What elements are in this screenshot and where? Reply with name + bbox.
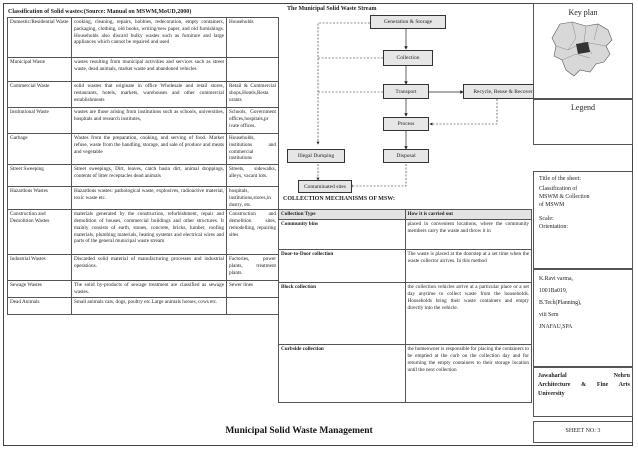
waste-source-cell	[227, 58, 279, 82]
classification-row	[8, 281, 279, 298]
dashed-recycle-process	[430, 99, 497, 124]
waste-description-cell: Wastes from the preparation, cooking, and serving of food. Market refuse, waste from the handling, storage, and sale of produce and meats and vegetable	[72, 134, 227, 165]
mechanism-type-cell: Community bins	[279, 220, 406, 250]
key-plan-title: Key plan	[568, 8, 598, 17]
flow-box-disposal: Disposal	[383, 149, 429, 163]
flow-box-generation: Generation & Storage	[370, 15, 446, 29]
classification-row	[8, 165, 279, 187]
author-name: K.Ravi varma,	[539, 276, 573, 282]
waste-description-cell: Small animals cats, dogs, poultry etc.Large animals horses, cows etc.	[72, 297, 227, 314]
waste-description-cell: solid wastes that originate in office Wholesale and retail stores, restaurants, hotels, markets, warehouses and other commercial establishments	[72, 82, 227, 108]
classification-row	[8, 58, 279, 82]
sheet-number: SHEET NO: 3	[565, 428, 601, 434]
dashed-disposal-contaminated	[350, 164, 406, 186]
main-title: Municipal Solid Waste Management	[225, 426, 373, 436]
waste-type-cell: Institutional Waste	[8, 108, 72, 134]
mechanism-type-cell: Block collection	[279, 283, 406, 345]
author-roll: 1001Ba019,	[539, 288, 568, 294]
author-sem: viii Sem	[539, 312, 559, 318]
classification-row	[8, 210, 279, 255]
waste-description-cell: wastes resulting from municipal activities and services such as street waste, dead animals, market waste and abandoned vehicles	[72, 58, 227, 82]
flow-box-transport: Transport	[383, 84, 429, 99]
waste-description-cell: Hazardous wastes: pathological waste, explosives, radioactive material, toxic waste etc.	[72, 187, 227, 210]
waste-source-cell: Sewer lines	[227, 281, 279, 298]
mechanism-how-cell: the homeowner is responsible for placing the containers to be emptied at the curb on the collection day and for returning the empty containers to their storage location until the next collection	[405, 345, 532, 403]
legend-box	[533, 99, 633, 145]
mechanism-row	[279, 220, 532, 250]
waste-source-cell: Streets, sidewalks, alleys, vacant lots.	[227, 165, 279, 187]
waste-source-cell: Retail & Commercial shops,Hotels,Resta urants	[227, 82, 279, 108]
waste-description-cell: materials generated by the construction, refurbishment, repair and demolition of houses, commercial buildings and other structures. It mainly consists of earth, stones, concrete, bricks, lumber, roofing materials, plumbing materials, heating systems and electrical wires and parts of the general municipal waste stream	[72, 210, 227, 255]
university-line1: Jawaharlal Nehru	[538, 373, 630, 379]
waste-description-cell: wastes are those arising from institutions such as schools, universities, hospitals and research institutes,	[72, 108, 227, 134]
waste-type-cell: Municipal Waste	[8, 58, 72, 82]
dashed-generation-illegal	[318, 23, 370, 144]
classification-title: Classification of Solid wastes:(Source: Manual on MSWM,MoUD,2000)	[8, 9, 192, 15]
university-line3: University	[538, 391, 565, 397]
mech-header-how: How it is carried out	[405, 210, 532, 220]
waste-type-cell: Industrial Wastes	[8, 255, 72, 281]
classification-row	[8, 255, 279, 281]
stream-flow-connectors	[282, 10, 544, 196]
mechanism-how-cell: The waste is placed at the doorstep at a set time when the waste collector arrives. In this method	[405, 250, 532, 283]
orientation-label: Orientation:	[539, 224, 568, 230]
classification-row	[8, 134, 279, 165]
university-name	[538, 372, 630, 399]
mechanism-row	[279, 283, 532, 345]
mechanism-type-cell: Curbside collection	[279, 345, 406, 403]
waste-type-cell: Commercial Waste	[8, 82, 72, 108]
sheet-title-line3: of MSWM	[539, 202, 565, 208]
waste-description-cell: The solid by-products of sewage treatment are classified as sewage wastes.	[72, 281, 227, 298]
sheet-title-label: Title of the sheet:	[539, 176, 581, 182]
waste-type-cell: Hazardous Wastes	[8, 187, 72, 210]
waste-source-cell: Schools, Government offices,hospitals,pr ivate offices.	[227, 108, 279, 134]
waste-source-cell: Households, institutions and commercial institutions	[227, 134, 279, 165]
mechanisms-title: COLLECTION MECHANISMS OF MSW:	[283, 196, 395, 202]
waste-description-cell: Discarded solid material of manufacturing processes and industrial operations.	[72, 255, 227, 281]
flow-box-recycle: Recycle, Reuse & Recover	[463, 84, 543, 99]
waste-type-cell: Dead Animals	[8, 297, 72, 314]
author-dept: JNAFAU,SPA	[539, 324, 573, 330]
university-line2: Architecture & Fine Arts	[538, 382, 630, 388]
flow-box-illegal-dumping: Illegal Dumping	[287, 149, 345, 163]
waste-source-cell	[227, 297, 279, 314]
legend-title: Legend	[571, 103, 595, 112]
waste-type-cell: Garbage	[8, 134, 72, 165]
key-plan-box	[533, 3, 633, 99]
author-course: B.Tech(Planning),	[539, 300, 582, 306]
waste-source-cell: Factories, power plants, treatment plants.	[227, 255, 279, 281]
mechanism-how-cell: placed in convenient locations, where the community members carry the waste and throw it in	[405, 220, 532, 250]
mechanism-how-cell: the collection vehicles arrive at a particular place or a set day anytime to collect waste from the households. Households bring their waste containers and empty directly into the vehicle.	[405, 283, 532, 345]
classification-row	[8, 82, 279, 108]
classification-row	[8, 108, 279, 134]
classification-row	[8, 297, 279, 314]
mech-header-type: Collection Type	[279, 210, 406, 220]
key-plan-map-icon	[546, 20, 622, 80]
waste-source-cell: Households	[227, 18, 279, 58]
waste-type-cell: Domestic/Residential Waste	[8, 18, 72, 58]
waste-type-cell: Construction and Demolition Wastes	[8, 210, 72, 255]
waste-source-cell: hospitals, institutions,stores,in dustry, etc.	[227, 187, 279, 210]
flow-box-process: Process	[383, 117, 429, 131]
sheet-info-box	[533, 171, 633, 269]
waste-source-cell: Construction and demolition sites, remodelling, repairing sites	[227, 210, 279, 255]
classification-row	[8, 187, 279, 210]
sheet-title-line1: Classification of	[539, 186, 578, 192]
university-box	[533, 367, 633, 417]
author-box	[533, 269, 633, 367]
flow-box-contaminated-sites: Contaminated sites	[298, 180, 352, 193]
waste-description-cell: Street sweepings, Dirt, leaves, catch basin dirt, animal droppings, contents of litter receptacles dead animals	[72, 165, 227, 187]
sheet-title-line2: MSWM & Collection	[539, 194, 590, 200]
flow-box-collection: Collection	[383, 50, 433, 66]
waste-type-cell: Street Sweeping	[8, 165, 72, 187]
title-block	[533, 3, 633, 446]
classification-row	[8, 18, 279, 58]
waste-type-cell: Sewage Wastes	[8, 281, 72, 298]
mechanism-row	[279, 345, 532, 403]
mechanism-row	[279, 250, 532, 283]
classification-table	[7, 17, 279, 315]
mechanisms-table	[278, 209, 532, 403]
waste-description-cell: cooking, cleaning, repairs, hobbies, redecoration, empty containers, packaging, clothing, old books, writing/new paper, and old furnishings. Households also discard bulky wastes such as furniture and large appliances which cannot be repaired and used	[72, 18, 227, 58]
stream-title: The Municipal Solid Waste Stream	[287, 6, 377, 12]
scale-label: Scale:	[539, 216, 554, 222]
mechanism-type-cell: Door-to-Door collection	[279, 250, 406, 283]
sheet-number-box	[533, 421, 633, 443]
